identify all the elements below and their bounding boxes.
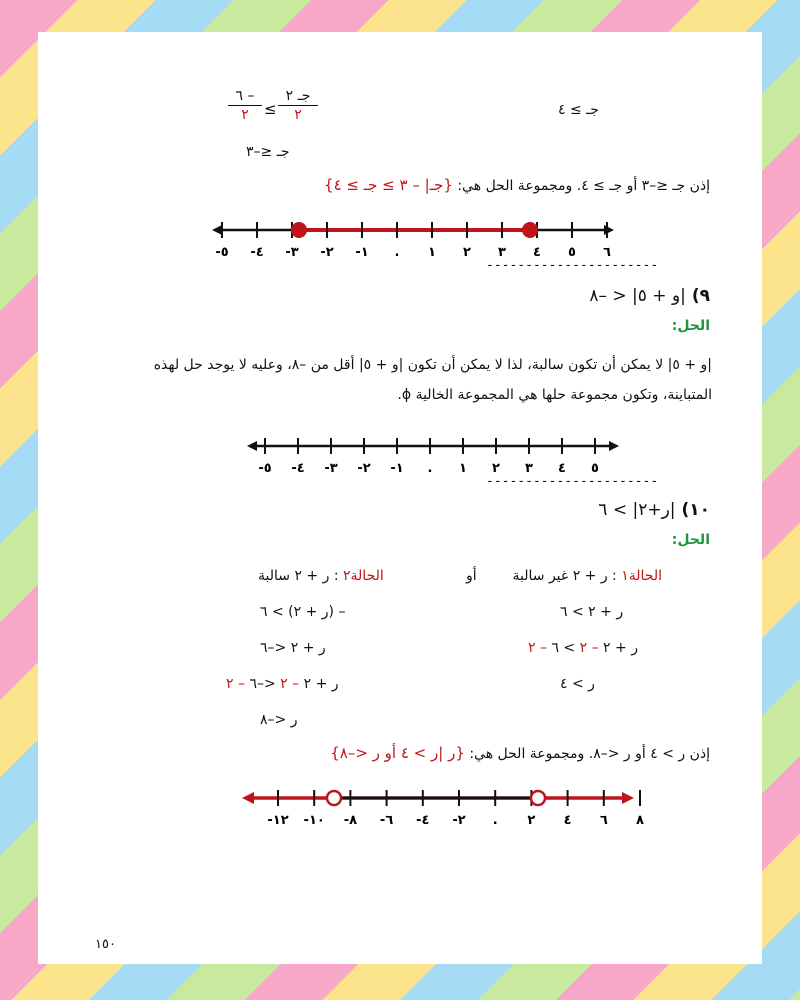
tick-label: ٦ (599, 813, 608, 828)
tick-label: ١ (428, 245, 436, 260)
tick-label: -٦ (379, 813, 394, 828)
open-dot-neg8 (327, 791, 341, 805)
case1-header: الحالة١ : ر + ٢ غير سالبة (512, 568, 662, 584)
fraction-left: جـ ٢ ٢ (278, 88, 318, 123)
right-arrow (604, 225, 614, 235)
closed-dot-neg3 (291, 222, 307, 238)
problem-9-heading: ٩) |و + ٥| < –٨ (589, 286, 710, 306)
tick-label: -١٢ (267, 813, 289, 828)
ineq-c-ge-4: جـ ≥ ٤ (558, 102, 599, 118)
separator: ---------------------- (486, 258, 659, 273)
tick-label: ٥ (568, 245, 576, 260)
tick-labels (267, 813, 644, 828)
tick-label: . (394, 245, 400, 260)
tick-label: ٦ (603, 245, 611, 260)
page (38, 32, 762, 964)
c1-step1: ر + ٢ > ٦ (560, 604, 624, 620)
tick-label: . (492, 813, 498, 828)
tick-label: -١ (390, 461, 404, 476)
le-sign: ≤ (264, 100, 277, 118)
right-arrow (622, 792, 634, 804)
problem-10-heading: ١٠) |ر+٢| > ٦ (598, 500, 710, 520)
solution-label-10: الحل: (671, 532, 710, 548)
separator-2: ---------------------- (486, 474, 659, 489)
tick-label: ٣ (525, 461, 533, 476)
c1-step3: ر > ٤ (560, 676, 595, 692)
tick-label: ٤ (563, 813, 572, 828)
tick-label: -١٠ (303, 813, 325, 828)
tick-label: ٢ (492, 461, 500, 476)
tick-label: -٣ (324, 461, 338, 476)
tick-label: -٥ (215, 245, 229, 260)
tick-label: -٤ (291, 461, 305, 476)
tick-label: -٨ (343, 813, 358, 828)
solution-label-9: الحل: (671, 318, 710, 334)
tick-label: ٣ (498, 245, 506, 260)
solution-set-10: {ر |ر > ٤ أو ر <–٨} (330, 744, 465, 762)
tick-label: ٤ (558, 461, 566, 476)
right-arrow (609, 441, 619, 451)
left-arrow (242, 792, 254, 804)
tick-label: ٤ (533, 245, 541, 260)
c1-step2: ر + ٢ – ٢ > ٦ – ٢ (528, 640, 638, 656)
left-arrow (212, 225, 222, 235)
tick-label: ٢ (463, 245, 471, 260)
c2-step4: ر <–٨ (260, 712, 298, 728)
tick-label: -٤ (416, 813, 430, 828)
tick-label: ٢ (527, 813, 536, 828)
or-word: أو (466, 568, 477, 584)
number-line-9 (243, 430, 623, 480)
solution-set-8: {جـ| – ٣ ≥ جـ ≥ ٤} (324, 176, 453, 194)
case2-header: الحالة٢ : ر + ٢ سالبة (258, 568, 384, 584)
tick-label: -٢ (320, 245, 334, 260)
tick-label: -٥ (258, 461, 272, 476)
tick-label: -٢ (452, 813, 466, 828)
closed-dot-4 (522, 222, 538, 238)
conclusion-text: إذن جـ ≤–٣ أو جـ ≥ ٤. ومجموعة الحل هي: (457, 178, 710, 194)
conclusion-line-10 (330, 744, 710, 762)
tick-label: -٤ (250, 245, 264, 260)
number-line-10 (238, 782, 644, 832)
tick-label: . (427, 461, 433, 476)
explanation-9: |و + ٥| لا يمكن أن تكون سالبة، لذا لا يمكن أن تكون |و + ٥| أقل من –٨، وعليه لا يوجد حل لهذه المتباينة، وتكون مجموعة حلها هي المجموعة الخالية ϕ. (153, 357, 712, 403)
tick-label: -٣ (285, 245, 299, 260)
tick-label: -٢ (357, 461, 371, 476)
tick-label: ٥ (591, 461, 599, 476)
ineq-c-le-neg3: جـ ≤–٣ (246, 144, 290, 160)
c2-step3: ر + ٢ – ٢ <–٦ – ٢ (226, 676, 339, 692)
tick-label: ١ (459, 461, 467, 476)
c2-step2: ر + ٢ <–٦ (260, 640, 326, 656)
left-arrow (247, 441, 257, 451)
conclusion-line-8 (324, 176, 710, 194)
number-line-8 (208, 214, 618, 264)
open-dot-4 (531, 791, 545, 805)
conclusion-text: إذن ر > ٤ أو ر <–٨. ومجموعة الحل هي: (469, 746, 710, 762)
c2-step1: – (ر + ٢) > ٦ (260, 604, 346, 620)
page-number: ١٥٠ (95, 937, 116, 952)
tick-label: ٨ (636, 813, 644, 828)
fraction-right: ٦ – ٢ (228, 88, 262, 123)
tick-label: -١ (355, 245, 369, 260)
